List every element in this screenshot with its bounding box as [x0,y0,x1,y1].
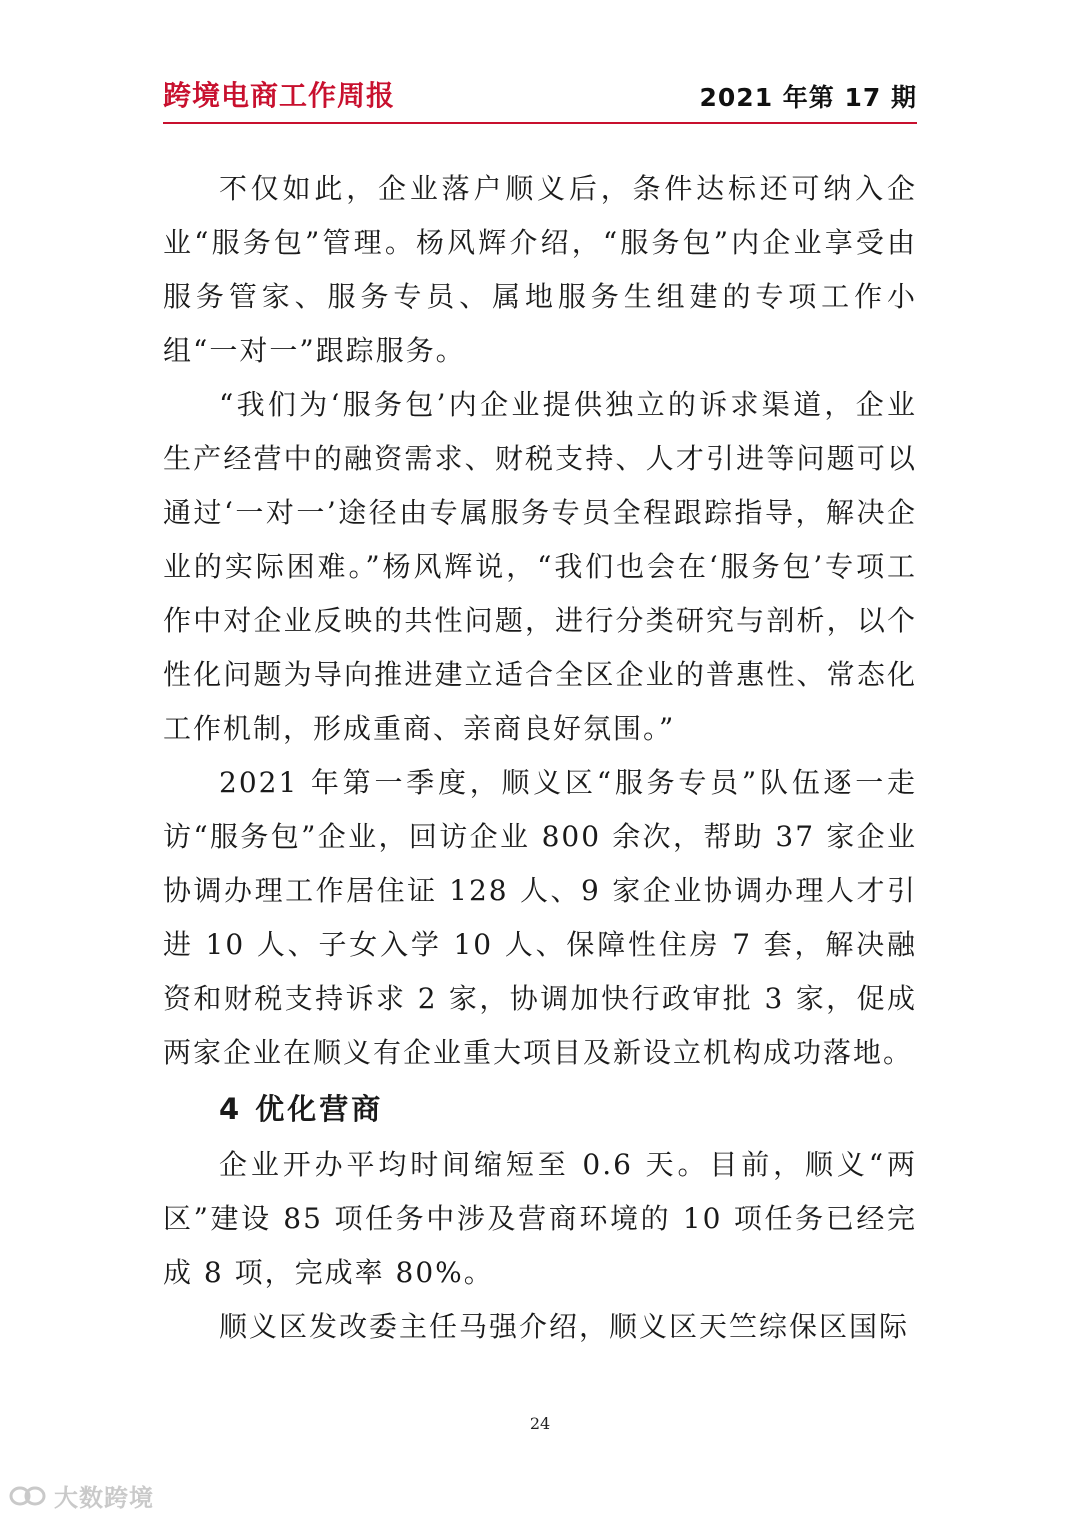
watermark-text: 大数跨境 [54,1484,154,1512]
paragraph-q1-stats: 2021 年第一季度，顺义区“服务专员”队伍逐一走访“服务包”企业，回访企业 800 余次，帮助 37 家企业协调办理工作居住证 128 人、9 家企业协调办理人才引进 10 人、子女入学 10 人、保障性住房 7 套，解决融资和财税支持诉求 2 家，协调加快行政审批 3 家，促成两家企业在顺义有企业重大项目及新设立机构成功落地。 [163,766,917,1069]
brand-logo-icon [8,1483,48,1509]
paragraph-quote: “我们为‘服务包’内企业提供独立的诉求渠道，企业生产经营中的融资需求、财税支持、人才引进等问题可以通过‘一对一’途径由专属服务专员全程跟踪指导，解决企业的实际困难。”杨风辉说，“我们也会在‘服务包’专项工作中对企业反映的共性问题，进行分类研究与剖析，以个性化问题为导向推进建立适合全区企业的普惠性、常态化工作机制，形成重商、亲商良好氛围。” [163,388,917,745]
watermark [8,1478,154,1513]
page-number: 24 [529,1414,551,1433]
header-divider [163,122,917,124]
article-body [163,162,917,1354]
publication-title: 跨境电商工作周报 [163,79,396,112]
paragraph-zone-intro: 顺义区发改委主任马强介绍，顺义区天竺综保区国际 [219,1310,910,1343]
paragraph-service-package: 不仅如此，企业落户顺义后，条件达标还可纳入企业“服务包”管理。杨风辉介绍，“服务包”内企业享受由服务管家、服务专员、属地服务生组建的专项工作小组“一对一”跟踪服务。 [163,172,917,367]
page-header [163,74,917,114]
section-heading: 4 优化营商 [219,1092,384,1126]
issue-number: 2021 年第 17 期 [699,83,917,112]
paragraph-business-setup: 企业开办平均时间缩短至 0.6 天。目前，顺义“两区”建设 85 项任务中涉及营商环境的 10 项任务已经完成 8 项，完成率 80%。 [163,1148,917,1289]
